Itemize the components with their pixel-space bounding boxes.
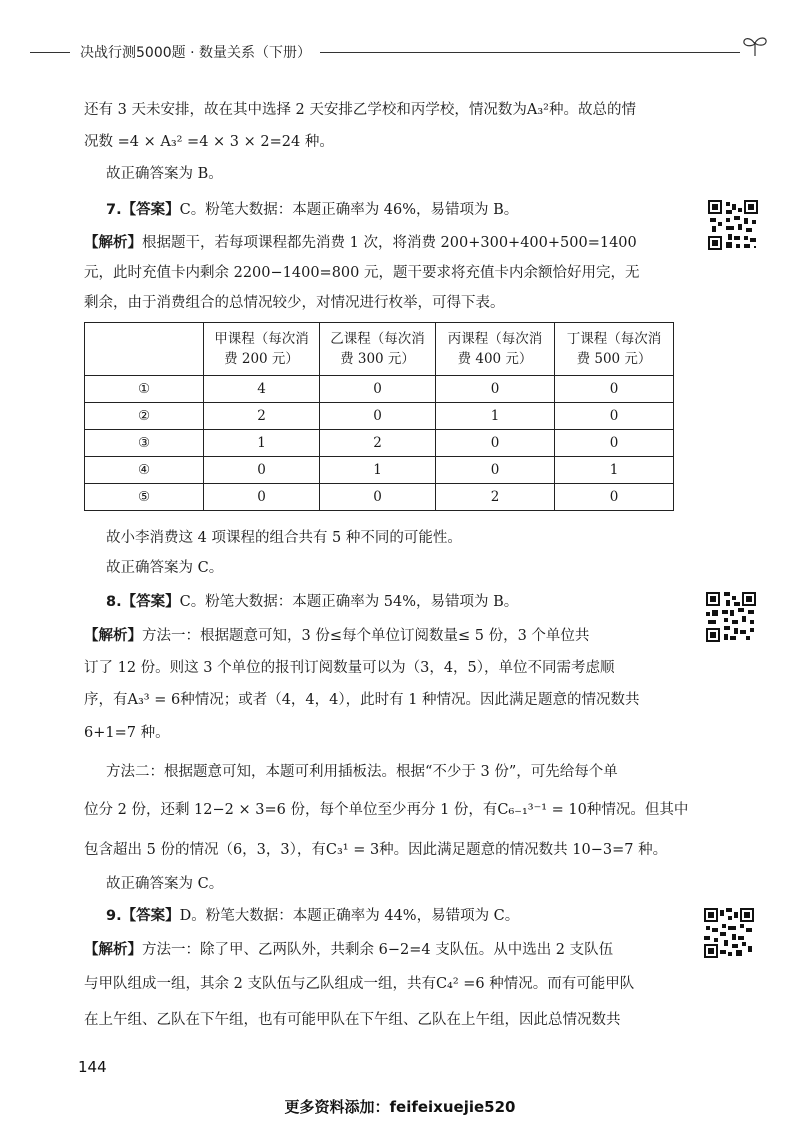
text-line: 况数 =4 × A₃² =4 × 3 × 2=24 种。 bbox=[84, 134, 334, 150]
table-cell: 0 bbox=[555, 430, 674, 457]
text-line: 序，有A₃³ = 6种情况；或者（4，4，4），此时有 1 种情况。因此满足题意的情况数共 bbox=[84, 692, 640, 708]
table-header-cell bbox=[436, 323, 555, 376]
text-line: 故小李消费这 4 项课程的组合共有 5 种不同的可能性。 bbox=[106, 530, 462, 546]
qr-code-icon bbox=[704, 908, 754, 958]
header-rule-left bbox=[30, 52, 70, 53]
table-header-row bbox=[85, 323, 674, 376]
table-cell: 2 bbox=[320, 430, 436, 457]
table-cell: 0 bbox=[555, 484, 674, 511]
header-title: 决战行测5000题 · 数量关系（下册） bbox=[80, 45, 311, 61]
table-cell: 4 bbox=[204, 376, 320, 403]
header-text: 甲课程（每次消费 200 元） bbox=[214, 331, 309, 367]
table-header-cell bbox=[320, 323, 436, 376]
table-row bbox=[85, 403, 674, 430]
table-cell: ③ bbox=[85, 430, 204, 457]
text-line: 订了 12 份。则这 3 个单位的报刊订阅数量可以为（3，4，5），单位不同需考虑顺 bbox=[84, 660, 615, 676]
analysis-text: 方法一：根据题意可知，3 份≤每个单位订阅数量≤ 5 份，3 个单位共 bbox=[142, 628, 590, 644]
footer-note: 更多资料添加：feifeixuejie520 bbox=[284, 1098, 516, 1116]
answer-label: 7.【答案】 bbox=[106, 202, 180, 218]
analysis-text: 方法一：除了甲、乙两队外，共剩余 6−2=4 支队伍。从中选出 2 支队伍 bbox=[142, 942, 614, 958]
answer-line-q7 bbox=[106, 200, 518, 220]
analysis-line-q9 bbox=[84, 940, 613, 960]
table-row bbox=[85, 457, 674, 484]
text-line: 位分 2 份，还剩 12−2 × 3=6 份，每个单位至少再分 1 份，有C₆₋₁³⁻¹ = 10种情况。但其中 bbox=[84, 802, 689, 818]
analysis-text: 根据题干，若每项课程都先消费 1 次，将消费 200+300+400+500=1400 bbox=[142, 235, 637, 251]
table-cell: 1 bbox=[555, 457, 674, 484]
table-cell: ① bbox=[85, 376, 204, 403]
table-cell: 0 bbox=[555, 403, 674, 430]
answer-text: C。粉笔大数据：本题正确率为 54%，易错项为 B。 bbox=[179, 594, 519, 610]
analysis-line-q7 bbox=[84, 233, 637, 253]
table-cell: 1 bbox=[320, 457, 436, 484]
table-cell: 0 bbox=[436, 430, 555, 457]
table-cell: 0 bbox=[436, 457, 555, 484]
table-cell: ② bbox=[85, 403, 204, 430]
text-line: 与甲队组成一组，其余 2 支队伍与乙队组成一组，共有C₄² =6 种情况。而有可能甲队 bbox=[84, 976, 635, 992]
table-cell: 2 bbox=[436, 484, 555, 511]
table-header-cell bbox=[204, 323, 320, 376]
answer-text: C。粉笔大数据：本题正确率为 46%，易错项为 B。 bbox=[179, 202, 519, 218]
table-cell: 1 bbox=[436, 403, 555, 430]
answer-label: 9.【答案】 bbox=[106, 908, 180, 924]
table-cell: 0 bbox=[320, 403, 436, 430]
text-line: 在上午组、乙队在下午组，也有可能甲队在下午组、乙队在上午组，因此总情况数共 bbox=[84, 1012, 621, 1028]
qr-code-icon bbox=[706, 592, 756, 642]
answer-line-q8 bbox=[106, 592, 518, 612]
sprout-icon bbox=[740, 34, 770, 58]
analysis-label: 【解析】 bbox=[84, 942, 142, 958]
answer-text: D。粉笔大数据：本题正确率为 44%，易错项为 C。 bbox=[179, 908, 520, 924]
text-line: 故正确答案为 B。 bbox=[106, 166, 223, 182]
page-number: 144 bbox=[78, 1058, 107, 1076]
enumeration-table bbox=[84, 322, 674, 511]
header-rule-right bbox=[320, 52, 740, 53]
text-line: 方法二：根据题意可知，本题可利用插板法。根据“不少于 3 份”，可先给每个单 bbox=[106, 764, 618, 780]
header-text: 丁课程（每次消费 500 元） bbox=[566, 331, 662, 367]
table-row bbox=[85, 376, 674, 403]
text-line: 还有 3 天未安排，故在其中选择 2 天安排乙学校和丙学校，情况数为A₃²种。故总的情 bbox=[84, 102, 636, 118]
table-header-cell bbox=[85, 323, 204, 376]
table-cell: 0 bbox=[320, 376, 436, 403]
table-cell: 1 bbox=[204, 430, 320, 457]
text-line: 剩余，由于消费组合的总情况较少，对情况进行枚举，可得下表。 bbox=[84, 295, 505, 311]
table-cell: 0 bbox=[204, 457, 320, 484]
text-line: 元，此时充值卡内剩余 2200−1400=800 元，题干要求将充值卡内余额恰好用完，无 bbox=[84, 265, 640, 281]
header-text: 乙课程（每次消费 300 元） bbox=[330, 331, 425, 367]
header-text: 丙课程（每次消费 400 元） bbox=[447, 331, 543, 367]
text-line: 故正确答案为 C。 bbox=[106, 560, 224, 576]
table-cell: 2 bbox=[204, 403, 320, 430]
text-line: 6+1=7 种。 bbox=[84, 725, 170, 741]
analysis-label: 【解析】 bbox=[84, 235, 142, 251]
table-cell: 0 bbox=[320, 484, 436, 511]
analysis-line-q8 bbox=[84, 626, 589, 646]
table-row bbox=[85, 484, 674, 511]
table-cell: 0 bbox=[555, 376, 674, 403]
analysis-label: 【解析】 bbox=[84, 628, 142, 644]
text-line: 故正确答案为 C。 bbox=[106, 876, 224, 892]
qr-code-icon bbox=[708, 200, 758, 250]
table-cell: ④ bbox=[85, 457, 204, 484]
table-header-cell bbox=[555, 323, 674, 376]
table-cell: 0 bbox=[204, 484, 320, 511]
table-row bbox=[85, 430, 674, 457]
answer-label: 8.【答案】 bbox=[106, 594, 180, 610]
text-line: 包含超出 5 份的情况（6，3，3），有C₃¹ = 3种。因此满足题意的情况数共 10−3=7 种。 bbox=[84, 842, 668, 858]
answer-line-q9 bbox=[106, 906, 519, 926]
table-cell: ⑤ bbox=[85, 484, 204, 511]
table-cell: 0 bbox=[436, 376, 555, 403]
